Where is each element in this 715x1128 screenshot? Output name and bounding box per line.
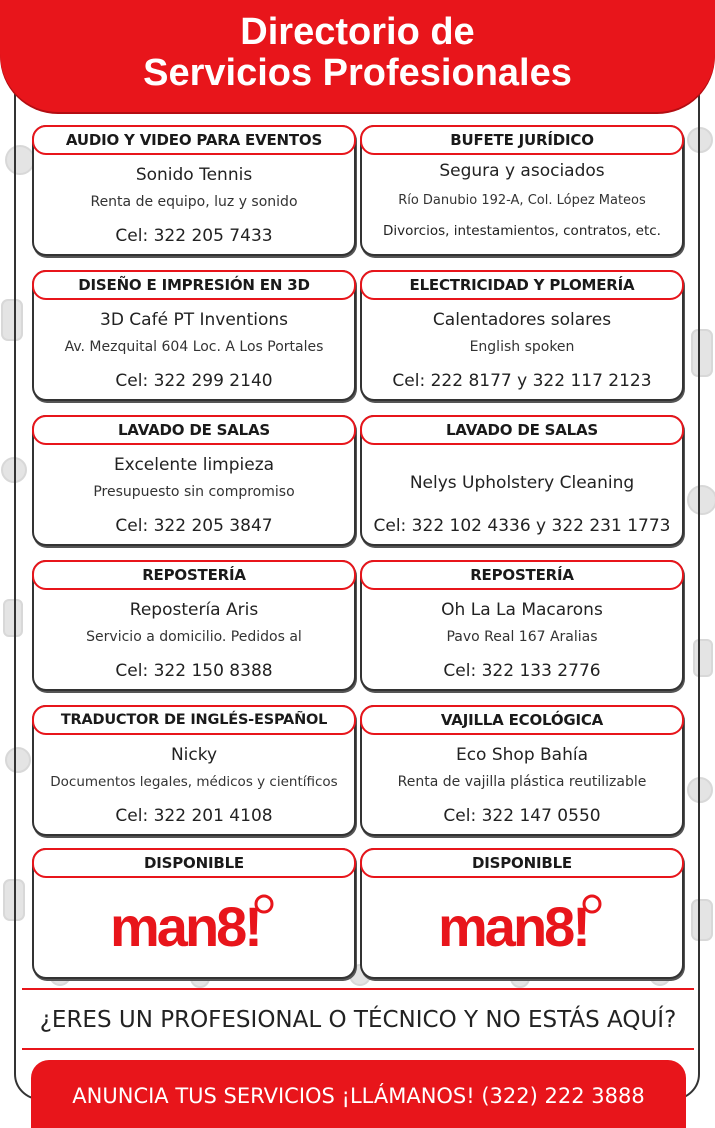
page-header [0, 0, 715, 112]
available-card[interactable] [360, 848, 684, 979]
man8-logo-icon [432, 890, 612, 960]
man8-logo-text: man8! [110, 895, 260, 958]
category-label: LAVADO DE SALAS [32, 415, 356, 445]
business-phone[interactable]: Cel: 322 205 3847 [115, 516, 273, 536]
man8-logo-text: man8! [438, 895, 588, 958]
category-label: ELECTRICIDAD Y PLOMERÍA [360, 270, 684, 300]
business-phone[interactable]: Cel: 322 299 2140 [115, 371, 273, 391]
business-address: Av. Mezquital 604 Loc. A Los Portales [64, 339, 324, 355]
business-address: Río Danubio 192-A, Col. López Mateos [398, 193, 646, 208]
listing-card [32, 705, 356, 836]
business-description: Presupuesto sin compromiso [93, 484, 295, 500]
listing-card [360, 705, 684, 836]
business-name: Segura y asociados [439, 161, 605, 181]
business-description: Documentos legales, médicos y científicos [50, 774, 338, 790]
business-name: 3D Café PT Inventions [100, 310, 288, 330]
listing-card [32, 125, 356, 256]
page-title-line2: Servicios Profesionales [143, 52, 572, 94]
category-label: TRADUCTOR DE INGLÉS-ESPAÑOL [32, 705, 356, 735]
page-title-line1: Directorio de [240, 11, 475, 53]
man8-logo-icon [104, 890, 284, 960]
business-name: Nicky [170, 745, 218, 765]
business-name: Calentadores solares [432, 310, 612, 330]
business-name: Eco Shop Bahía [455, 745, 589, 765]
listing-card [360, 560, 684, 691]
available-card[interactable] [32, 848, 356, 979]
business-services: Divorcios, intestamientos, contratos, etc. [383, 223, 661, 239]
business-description: Servicio a domicilio. Pedidos al [86, 629, 302, 645]
man8-logo [362, 890, 682, 964]
listing-card [360, 270, 684, 401]
category-label: AUDIO Y VIDEO PARA EVENTOS [32, 125, 356, 155]
business-phone[interactable]: Cel: 322 147 0550 [443, 806, 601, 826]
category-label: LAVADO DE SALAS [360, 415, 684, 445]
business-description: English spoken [469, 339, 575, 355]
business-phone[interactable]: Cel: 322 133 2776 [443, 661, 601, 681]
listing-card [32, 560, 356, 691]
listing-card [360, 415, 684, 546]
business-name: Repostería Aris [129, 600, 259, 620]
category-label: DISPONIBLE [32, 848, 356, 878]
business-phone[interactable]: Cel: 322 201 4108 [115, 806, 273, 826]
call-to-action-question: ¿ERES UN PROFESIONAL O TÉCNICO Y NO ESTÁS AQUÍ? [22, 988, 694, 1050]
category-label: REPOSTERÍA [32, 560, 356, 590]
listing-card [360, 125, 684, 256]
business-name: Nelys Upholstery Cleaning [409, 473, 635, 493]
category-label: VAJILLA ECOLÓGICA [360, 705, 684, 735]
business-phone[interactable]: Cel: 322 205 7433 [115, 226, 273, 246]
business-phone[interactable]: Cel: 222 8177 y 322 117 2123 [392, 371, 652, 391]
advertise-banner[interactable]: ANUNCIA TUS SERVICIOS ¡LLÁMANOS! (322) 222 3888 [31, 1060, 686, 1128]
listing-card [32, 415, 356, 546]
category-label: DISPONIBLE [360, 848, 684, 878]
business-name: Sonido Tennis [135, 165, 253, 185]
category-label: REPOSTERÍA [360, 560, 684, 590]
business-phone[interactable]: Cel: 322 150 8388 [115, 661, 273, 681]
man8-logo [34, 890, 354, 964]
business-name: Oh La La Macarons [441, 600, 603, 620]
category-label: BUFETE JURÍDICO [360, 125, 684, 155]
listing-card [32, 270, 356, 401]
business-description: Renta de vajilla plástica reutilizable [397, 774, 647, 790]
business-description: Renta de equipo, luz y sonido [90, 194, 298, 210]
business-address: Pavo Real 167 Aralias [446, 629, 598, 645]
category-label: DISEÑO E IMPRESIÓN EN 3D [32, 270, 356, 300]
business-name: Excelente limpieza [113, 455, 275, 475]
business-phone[interactable]: Cel: 322 102 4336 y 322 231 1773 [373, 516, 671, 536]
